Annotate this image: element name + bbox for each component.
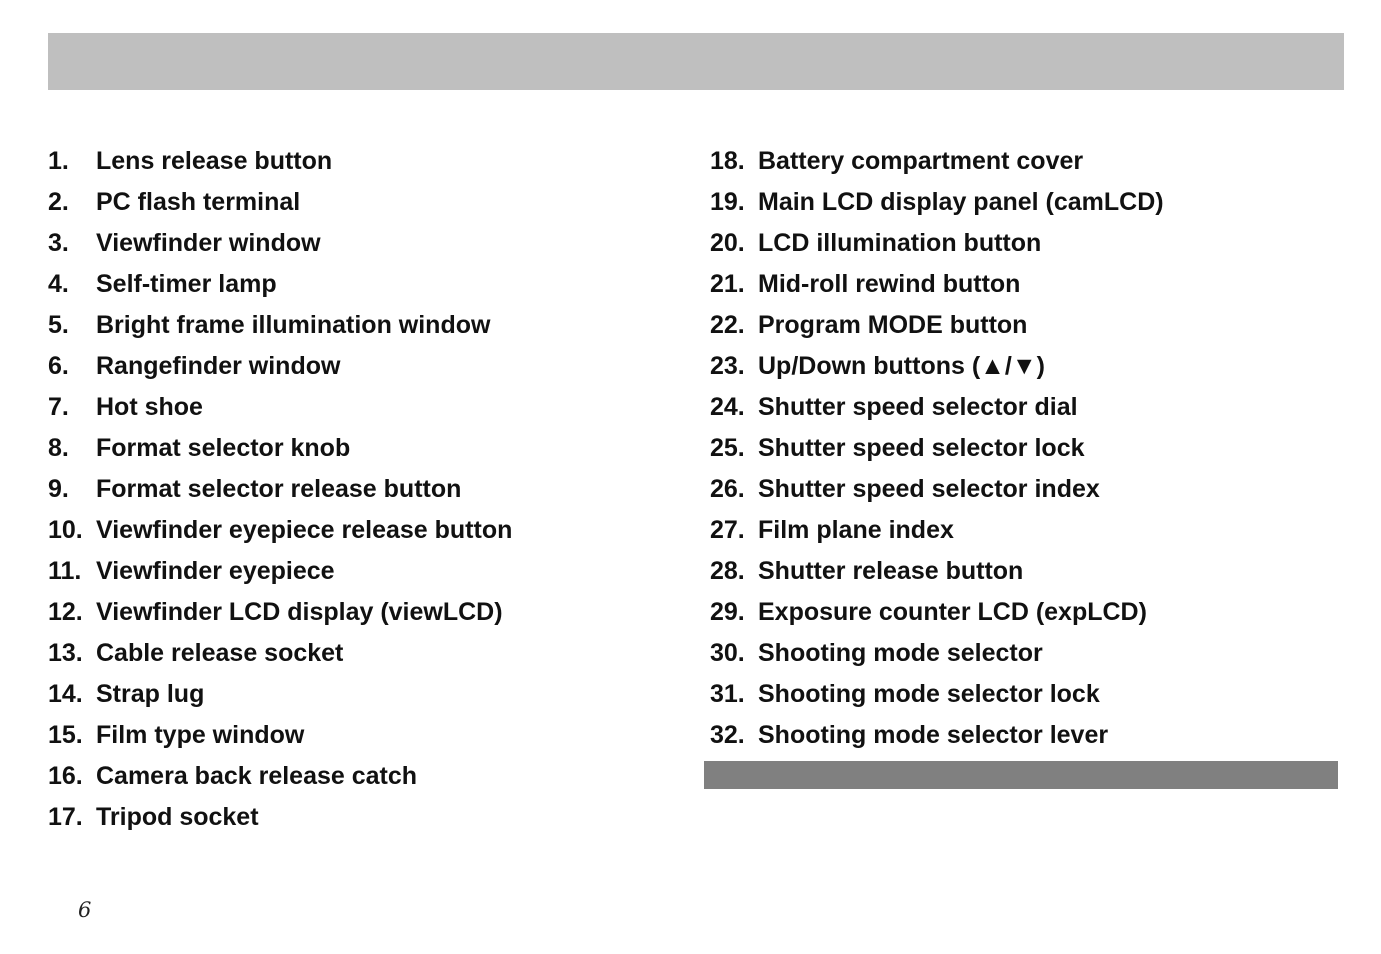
parts-list-item — [710, 633, 1350, 674]
parts-list-item — [710, 223, 1350, 264]
item-label: Strap lug — [96, 680, 205, 708]
parts-list-item — [48, 674, 668, 715]
item-label: Film type window — [96, 721, 305, 749]
parts-list-item — [710, 182, 1350, 223]
item-label: Shutter speed selector lock — [758, 434, 1085, 462]
item-label: Main LCD display panel (camLCD) — [758, 188, 1164, 216]
parts-list-item — [48, 387, 668, 428]
item-label: Up/Down buttons (▲/▼) — [758, 352, 1045, 380]
item-label: Shutter speed selector index — [758, 475, 1100, 503]
item-number: 27. — [710, 516, 745, 544]
item-label: Camera back release catch — [96, 762, 418, 790]
item-label: Bright frame illumination window — [96, 311, 491, 339]
parts-list-item — [48, 756, 668, 797]
divider-bar — [704, 761, 1338, 789]
parts-list-item — [710, 674, 1350, 715]
item-label: Rangefinder window — [96, 352, 341, 380]
item-number: 16. — [48, 762, 83, 790]
page-number: 6 — [78, 898, 92, 922]
parts-list-item — [710, 592, 1350, 633]
item-number: 21. — [710, 270, 745, 298]
item-number: 29. — [710, 598, 745, 626]
item-label: Viewfinder window — [96, 229, 321, 257]
item-number: 18. — [710, 147, 745, 175]
item-number: 26. — [710, 475, 745, 503]
item-label: Viewfinder LCD display (viewLCD) — [96, 598, 503, 626]
item-label: Exposure counter LCD (expLCD) — [758, 598, 1147, 626]
item-number: 30. — [710, 639, 745, 667]
item-number: 1. — [48, 147, 69, 175]
item-number: 11. — [48, 557, 82, 585]
parts-list-item — [710, 715, 1350, 756]
item-label: Program MODE button — [758, 311, 1028, 339]
item-number: 10. — [48, 516, 83, 544]
parts-list-left — [48, 141, 668, 838]
item-label: Battery compartment cover — [758, 147, 1084, 175]
item-label: Mid-roll rewind button — [758, 270, 1021, 298]
item-label: Cable release socket — [96, 639, 344, 667]
parts-list-item — [48, 592, 668, 633]
item-number: 19. — [710, 188, 745, 216]
item-label: PC flash terminal — [96, 188, 301, 216]
item-number: 5. — [48, 311, 69, 339]
parts-list-item — [710, 510, 1350, 551]
parts-list-item — [48, 141, 668, 182]
parts-list-item — [48, 715, 668, 756]
item-number: 6. — [48, 352, 69, 380]
item-label: Format selector knob — [96, 434, 351, 462]
item-number: 23. — [710, 352, 745, 380]
item-number: 7. — [48, 393, 69, 421]
item-number: 20. — [710, 229, 745, 257]
parts-list-item — [48, 346, 668, 387]
item-number: 13. — [48, 639, 83, 667]
parts-list-item — [710, 346, 1350, 387]
item-number: 4. — [48, 270, 69, 298]
item-label: Shutter release button — [758, 557, 1024, 585]
parts-list-item — [48, 633, 668, 674]
parts-list-item — [48, 551, 668, 592]
parts-list-item — [48, 223, 668, 264]
item-label: Shooting mode selector — [758, 639, 1043, 667]
parts-list-item — [710, 141, 1350, 182]
item-label: Format selector release button — [96, 475, 462, 503]
item-label: Shooting mode selector lever — [758, 721, 1109, 749]
parts-list-item — [48, 428, 668, 469]
parts-list-item — [710, 264, 1350, 305]
item-number: 24. — [710, 393, 745, 421]
item-label: LCD illumination button — [758, 229, 1042, 257]
item-label: Tripod socket — [96, 803, 259, 831]
item-label: Lens release button — [96, 147, 333, 175]
item-number: 31. — [710, 680, 745, 708]
item-number: 28. — [710, 557, 745, 585]
header-bar — [48, 33, 1344, 90]
item-number: 25. — [710, 434, 745, 462]
parts-list-item — [48, 469, 668, 510]
parts-list-item — [48, 305, 668, 346]
parts-list-right — [710, 141, 1350, 756]
item-label: Shooting mode selector lock — [758, 680, 1100, 708]
item-label: Viewfinder eyepiece — [96, 557, 335, 585]
item-number: 22. — [710, 311, 745, 339]
parts-list-item — [710, 551, 1350, 592]
parts-list-item — [48, 182, 668, 223]
parts-list-item — [48, 264, 668, 305]
item-number: 32. — [710, 721, 745, 749]
item-number: 9. — [48, 475, 69, 503]
item-label: Viewfinder eyepiece release button — [96, 516, 513, 544]
item-number: 3. — [48, 229, 69, 257]
parts-list-item — [710, 428, 1350, 469]
item-number: 14. — [48, 680, 83, 708]
item-number: 12. — [48, 598, 83, 626]
parts-list-item — [48, 797, 668, 838]
item-label: Film plane index — [758, 516, 954, 544]
parts-list-item — [710, 387, 1350, 428]
parts-list-item — [48, 510, 668, 551]
item-number: 2. — [48, 188, 69, 216]
item-label: Hot shoe — [96, 393, 203, 421]
item-label: Shutter speed selector dial — [758, 393, 1078, 421]
item-label: Self-timer lamp — [96, 270, 277, 298]
item-number: 17. — [48, 803, 83, 831]
parts-list-item — [710, 469, 1350, 510]
item-number: 8. — [48, 434, 69, 462]
item-number: 15. — [48, 721, 83, 749]
parts-list-item — [710, 305, 1350, 346]
